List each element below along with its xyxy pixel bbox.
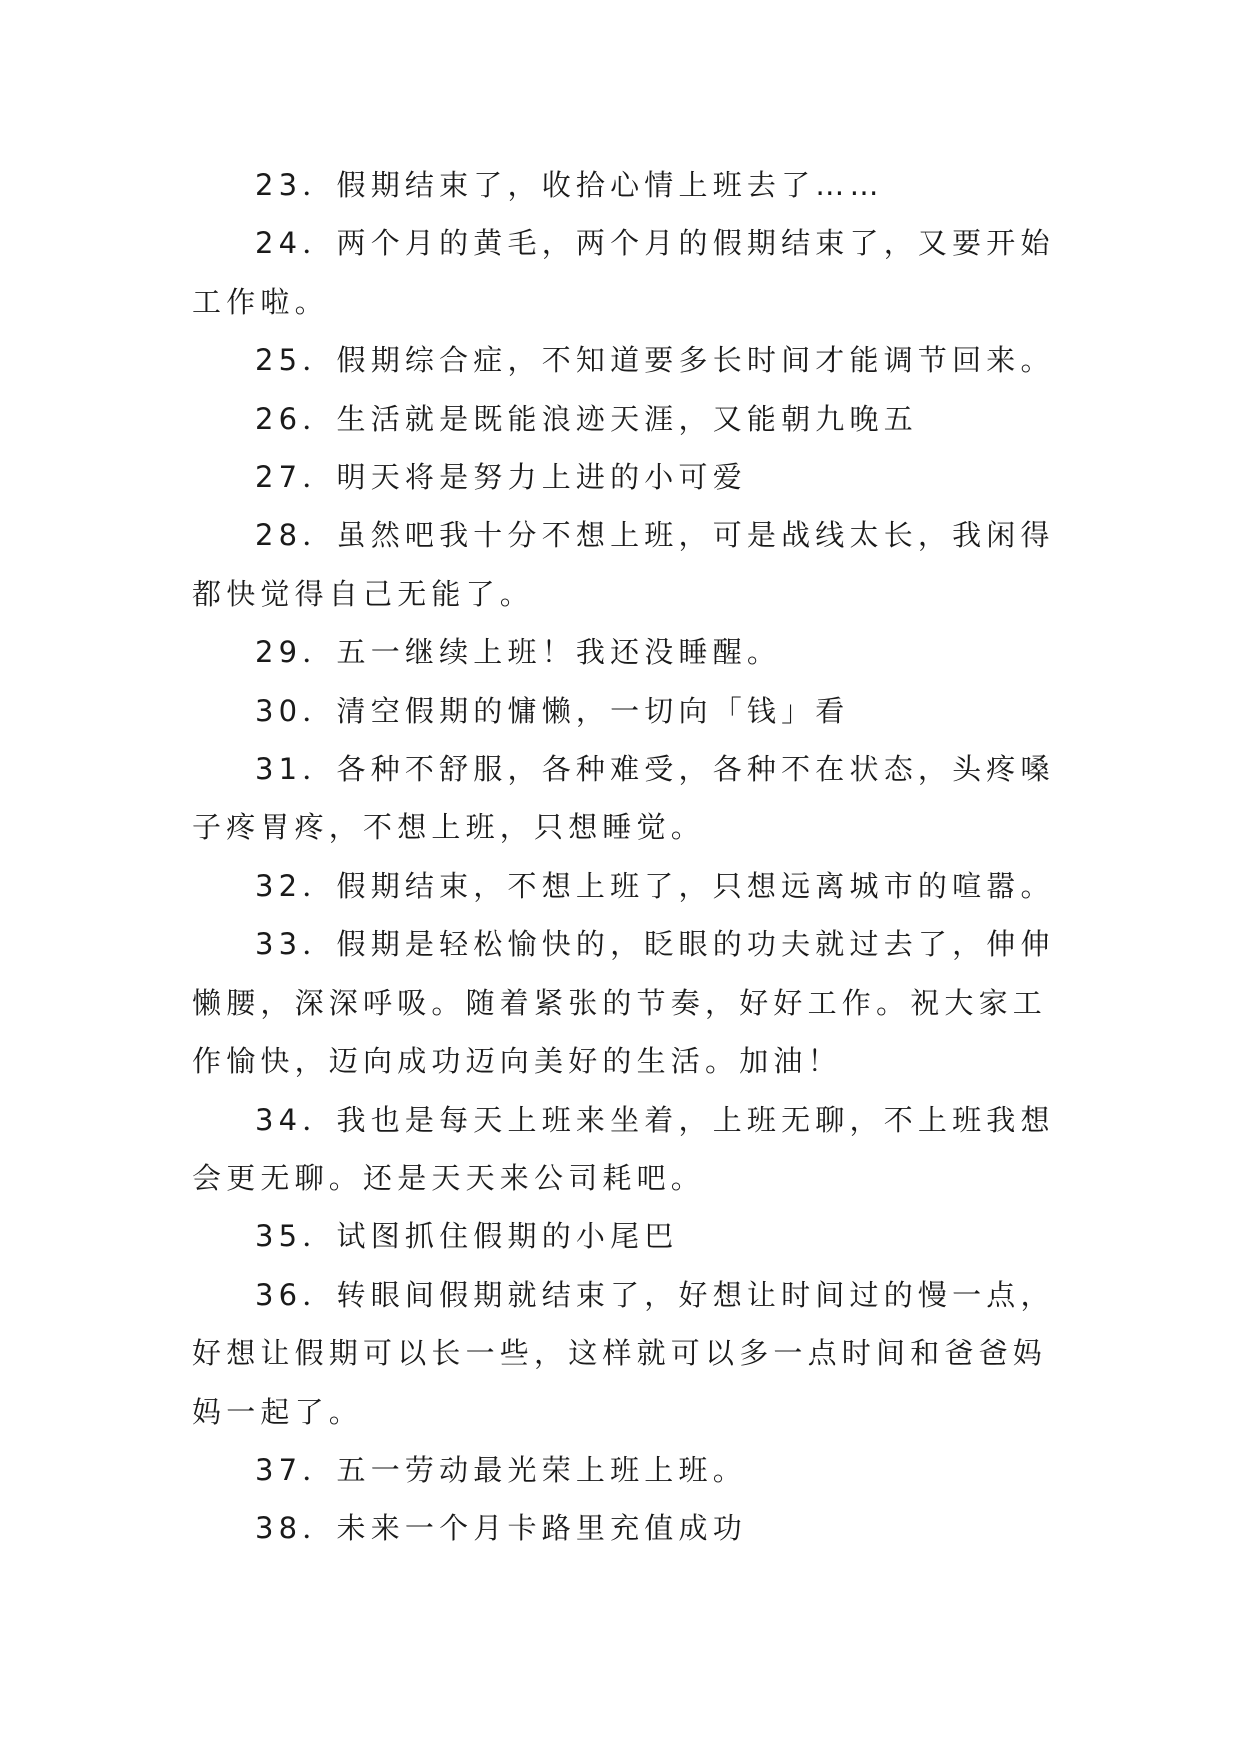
list-item-33: 33．假期是轻松愉快的，眨眼的功夫就过去了，伸伸懒腰，深深呼吸。随着紧张的节奏，好好工作。祝大家工作愉快，迈向成功迈向美好的生活。加油！ bbox=[192, 927, 1055, 1079]
list-item-29: 29．五一继续上班！我还没睡醒。 bbox=[255, 635, 782, 670]
list-item-37: 37．五一劳动最光荣上班上班。 bbox=[255, 1452, 747, 1487]
list-item-32: 32．假期结束，不想上班了，只想远离城市的喧嚣。 bbox=[255, 868, 1055, 903]
list-item-24: 24．两个月的黄毛，两个月的假期结束了，又要开始工作啦。 bbox=[192, 226, 1055, 319]
list-item-27: 27．明天将是努力上进的小可爱 bbox=[255, 460, 747, 495]
list-item-36: 36．转眼间假期就结束了，好想让时间过的慢一点，好想让假期可以长一些，这样就可以多一点时间和爸爸妈妈一起了。 bbox=[192, 1277, 1055, 1429]
list-item-28: 28．虽然吧我十分不想上班，可是战线太长，我闲得都快觉得自己无能了。 bbox=[192, 518, 1055, 611]
list-item-31: 31．各种不舒服，各种难受，各种不在状态，头疼嗓子疼胃疼，不想上班，只想睡觉。 bbox=[192, 752, 1055, 845]
list-item-38: 38．未来一个月卡路里充值成功 bbox=[255, 1511, 747, 1546]
list-item-30: 30．清空假期的慵懒，一切向「钱」看 bbox=[255, 693, 850, 728]
list-item-26: 26．生活就是既能浪迹天涯，又能朝九晚五 bbox=[255, 401, 918, 436]
list-item-34: 34．我也是每天上班来坐着，上班无聊，不上班我想会更无聊。还是天天来公司耗吧。 bbox=[192, 1102, 1055, 1195]
list-item-35: 35．试图抓住假期的小尾巴 bbox=[255, 1219, 679, 1254]
document-body bbox=[192, 156, 1060, 1558]
list-item-25: 25．假期综合症，不知道要多长时间才能调节回来。 bbox=[255, 343, 1055, 378]
list-item-23: 23．假期结束了，收拾心情上班去了…… bbox=[255, 168, 884, 202]
